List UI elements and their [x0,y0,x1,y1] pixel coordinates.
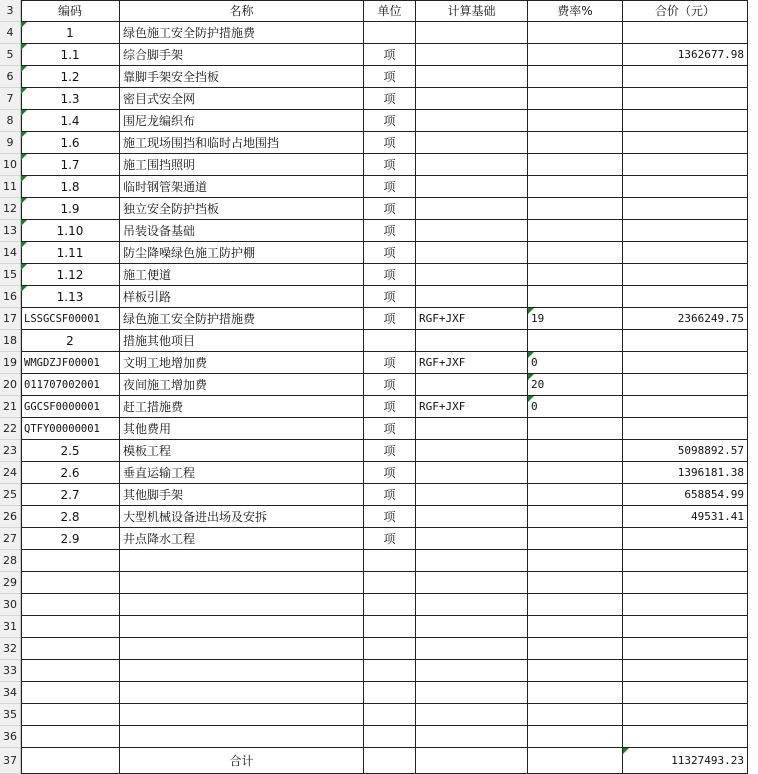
cell-basis[interactable] [416,440,528,462]
cell-empty[interactable] [21,682,120,704]
cell-rate[interactable]: 0 [528,352,623,374]
cell-basis[interactable] [416,462,528,484]
comment-indicator-icon [528,396,534,402]
row-header[interactable]: 33 [0,660,21,682]
cell-unit[interactable]: 项 [364,220,416,242]
comment-indicator-icon [21,264,27,270]
cell-rate[interactable]: 0 [528,396,623,418]
row-header[interactable]: 11 [0,176,21,198]
cell-total[interactable] [623,66,748,88]
column-header-name[interactable]: 名称 [120,0,364,22]
cell-empty[interactable] [120,572,364,594]
cell-empty[interactable] [623,638,748,660]
cell-unit[interactable]: 项 [364,88,416,110]
cell-empty[interactable] [416,660,528,682]
cell-empty[interactable] [21,748,120,774]
cell-name[interactable]: 模板工程 [120,440,364,462]
cell-unit[interactable]: 项 [364,286,416,308]
cell-empty[interactable] [528,594,623,616]
cell-code[interactable]: 1.10 [21,220,120,242]
row-header[interactable]: 36 [0,726,21,748]
cell-empty[interactable] [364,572,416,594]
cell-empty[interactable] [528,726,623,748]
cell-empty[interactable] [416,572,528,594]
row-header[interactable]: 14 [0,242,21,264]
row-header[interactable]: 32 [0,638,21,660]
cell-unit[interactable]: 项 [364,374,416,396]
cell-rate[interactable] [528,484,623,506]
cell-name[interactable]: 样板引路 [120,286,364,308]
row-header[interactable]: 5 [0,44,21,66]
cell-rate[interactable] [528,176,623,198]
cell-unit[interactable]: 项 [364,176,416,198]
cell-total[interactable] [623,352,748,374]
cell-code[interactable]: WMGDZJF00001 [21,352,120,374]
cell-rate[interactable] [528,132,623,154]
cell-name[interactable]: 赶工措施费 [120,396,364,418]
comment-indicator-icon [21,154,27,160]
cell-empty[interactable] [528,638,623,660]
column-header-unit[interactable]: 单位 [364,0,416,22]
cell-empty[interactable] [21,616,120,638]
row-header[interactable]: 21 [0,396,21,418]
cell-rate[interactable]: 20 [528,374,623,396]
cell-name[interactable]: 独立安全防护挡板 [120,198,364,220]
cell-rate[interactable] [528,528,623,550]
cell-empty[interactable] [120,594,364,616]
cell-name[interactable]: 大型机械设备进出场及安拆 [120,506,364,528]
row-header[interactable]: 12 [0,198,21,220]
cell-total[interactable] [623,286,748,308]
cell-empty[interactable] [120,660,364,682]
cell-empty[interactable] [364,550,416,572]
cell-total[interactable]: 1362677.98 [623,44,748,66]
row-header[interactable]: 22 [0,418,21,440]
cell-rate[interactable]: 19 [528,308,623,330]
cell-empty[interactable] [364,726,416,748]
cell-name[interactable]: 施工围挡照明 [120,154,364,176]
cell-total[interactable] [623,264,748,286]
cell-empty[interactable] [21,594,120,616]
cell-unit[interactable]: 项 [364,528,416,550]
cell-basis[interactable] [416,22,528,44]
cell-basis[interactable] [416,220,528,242]
cell-name[interactable]: 文明工地增加费 [120,352,364,374]
cell-basis[interactable] [416,506,528,528]
cell-rate[interactable] [528,154,623,176]
row-header[interactable]: 15 [0,264,21,286]
row-header[interactable]: 37 [0,748,21,774]
row-header[interactable]: 25 [0,484,21,506]
row-header[interactable]: 3 [0,0,21,22]
cell-code[interactable]: 2.9 [21,528,120,550]
cell-name[interactable]: 密目式安全网 [120,88,364,110]
cell-basis[interactable] [416,154,528,176]
cell-empty[interactable] [416,594,528,616]
comment-indicator-icon [21,198,27,204]
cell-empty[interactable] [364,616,416,638]
cell-code[interactable]: 1.11 [21,242,120,264]
cell-empty[interactable] [528,572,623,594]
cell-code[interactable]: 1.4 [21,110,120,132]
cell-empty[interactable] [120,638,364,660]
cell-name[interactable]: 夜间施工增加费 [120,374,364,396]
cell-code[interactable]: QTFY00000001 [21,418,120,440]
row-header[interactable]: 9 [0,132,21,154]
comment-indicator-icon [21,22,27,28]
cell-unit[interactable]: 项 [364,154,416,176]
cell-code[interactable]: 1.6 [21,132,120,154]
cell-unit[interactable]: 项 [364,44,416,66]
cell-basis[interactable]: RGF+JXF [416,352,528,374]
row-header[interactable]: 31 [0,616,21,638]
cell-empty[interactable] [528,682,623,704]
cell-code[interactable]: 2 [21,330,120,352]
row-header[interactable]: 7 [0,88,21,110]
cell-code[interactable]: 1.9 [21,198,120,220]
cell-empty[interactable] [416,616,528,638]
cell-total[interactable] [623,220,748,242]
comment-indicator-icon [21,88,27,94]
cell-rate[interactable] [528,242,623,264]
cell-basis[interactable] [416,264,528,286]
column-header-code[interactable]: 编码 [21,0,120,22]
row-header[interactable]: 8 [0,110,21,132]
cell-unit[interactable]: 项 [364,418,416,440]
cell-basis[interactable] [416,44,528,66]
cell-name[interactable]: 绿色施工安全防护措施费 [120,22,364,44]
cell-empty[interactable] [528,704,623,726]
cell-basis[interactable] [416,242,528,264]
row-header[interactable]: 20 [0,374,21,396]
comment-indicator-icon [21,242,27,248]
cell-name[interactable]: 围尼龙编织布 [120,110,364,132]
cell-basis[interactable] [416,66,528,88]
cell-unit[interactable]: 项 [364,110,416,132]
cell-empty[interactable] [364,660,416,682]
cell-total[interactable] [623,330,748,352]
cell-empty[interactable] [416,682,528,704]
cell-unit[interactable]: 项 [364,66,416,88]
cell-empty[interactable] [21,660,120,682]
row-header[interactable]: 10 [0,154,21,176]
cell-empty[interactable] [21,638,120,660]
cell-basis[interactable] [416,110,528,132]
cell-empty[interactable] [416,748,528,774]
cell-unit[interactable]: 项 [364,440,416,462]
cell-rate[interactable] [528,506,623,528]
cell-empty[interactable] [120,704,364,726]
column-header-basis[interactable]: 计算基础 [416,0,528,22]
cell-rate[interactable] [528,286,623,308]
cell-rate[interactable] [528,264,623,286]
cell-name[interactable]: 井点降水工程 [120,528,364,550]
cell-unit[interactable]: 项 [364,484,416,506]
row-header[interactable]: 27 [0,528,21,550]
comment-indicator-icon [21,132,27,138]
row-header[interactable]: 4 [0,22,21,44]
cell-empty[interactable] [416,704,528,726]
row-header[interactable]: 35 [0,704,21,726]
cell-unit[interactable] [364,330,416,352]
comment-indicator-icon [21,110,27,116]
cell-empty[interactable] [623,660,748,682]
cell-name[interactable]: 综合脚手架 [120,44,364,66]
cell-empty[interactable] [120,726,364,748]
row-header[interactable]: 6 [0,66,21,88]
cell-code[interactable]: 2.8 [21,506,120,528]
cell-basis[interactable] [416,330,528,352]
row-header[interactable]: 16 [0,286,21,308]
footer-total[interactable]: 11327493.23 [623,748,748,774]
footer-label[interactable]: 合计 [120,748,364,774]
cell-rate[interactable] [528,88,623,110]
cell-empty[interactable] [416,550,528,572]
row-header[interactable]: 23 [0,440,21,462]
cell-unit[interactable]: 项 [364,506,416,528]
cell-code[interactable]: 1.8 [21,176,120,198]
comment-indicator-icon [21,220,27,226]
cell-code[interactable]: 1.2 [21,66,120,88]
cell-empty[interactable] [120,616,364,638]
cell-total[interactable]: 5098892.57 [623,440,748,462]
cell-basis[interactable] [416,528,528,550]
cell-rate[interactable] [528,440,623,462]
comment-indicator-icon [528,374,534,380]
cell-name[interactable]: 施工现场围挡和临时占地围挡 [120,132,364,154]
cell-empty[interactable] [21,572,120,594]
cell-empty[interactable] [21,726,120,748]
cell-total[interactable] [623,154,748,176]
cell-basis[interactable] [416,286,528,308]
cell-empty[interactable] [528,748,623,774]
cell-total[interactable] [623,528,748,550]
cell-unit[interactable]: 项 [364,462,416,484]
comment-indicator-icon [623,748,629,754]
cell-basis[interactable] [416,484,528,506]
cell-code[interactable]: 1.13 [21,286,120,308]
cell-empty[interactable] [623,550,748,572]
cell-total[interactable] [623,132,748,154]
cell-total[interactable]: 2366249.75 [623,308,748,330]
cell-rate[interactable] [528,418,623,440]
cell-empty[interactable] [120,682,364,704]
cell-empty[interactable] [528,616,623,638]
cell-name[interactable]: 其他费用 [120,418,364,440]
cell-basis[interactable] [416,88,528,110]
cell-code[interactable]: 1.7 [21,154,120,176]
row-header[interactable]: 30 [0,594,21,616]
cell-code[interactable]: 1.1 [21,44,120,66]
cell-basis[interactable] [416,176,528,198]
cell-total[interactable] [623,88,748,110]
cell-total[interactable] [623,242,748,264]
cell-basis[interactable] [416,374,528,396]
cell-empty[interactable] [21,550,120,572]
cell-code[interactable]: 011707002001 [21,374,120,396]
row-header[interactable]: 19 [0,352,21,374]
cell-total[interactable] [623,374,748,396]
cell-rate[interactable] [528,22,623,44]
column-header-rate[interactable]: 费率% [528,0,623,22]
row-header[interactable]: 24 [0,462,21,484]
row-header[interactable]: 17 [0,308,21,330]
cell-code[interactable]: 2.7 [21,484,120,506]
row-header[interactable]: 34 [0,682,21,704]
cell-empty[interactable] [364,704,416,726]
cell-empty[interactable] [623,704,748,726]
cell-name[interactable]: 靠脚手架安全挡板 [120,66,364,88]
column-header-total[interactable]: 合价（元） [623,0,748,22]
cell-rate[interactable] [528,110,623,132]
cell-code[interactable]: 2.5 [21,440,120,462]
cell-unit[interactable]: 项 [364,308,416,330]
cell-unit[interactable] [364,22,416,44]
cell-code[interactable]: 1.3 [21,88,120,110]
cell-code[interactable]: 1 [21,22,120,44]
cell-basis[interactable]: RGF+JXF [416,396,528,418]
cell-empty[interactable] [21,704,120,726]
cell-rate[interactable] [528,330,623,352]
row-header[interactable]: 18 [0,330,21,352]
cell-name[interactable]: 防尘降噪绿色施工防护棚 [120,242,364,264]
cell-unit[interactable]: 项 [364,132,416,154]
cell-empty[interactable] [528,550,623,572]
cell-rate[interactable] [528,66,623,88]
cell-empty[interactable] [623,572,748,594]
row-header[interactable]: 28 [0,550,21,572]
cell-name[interactable]: 吊装设备基础 [120,220,364,242]
cell-name[interactable]: 施工便道 [120,264,364,286]
cell-total[interactable]: 49531.41 [623,506,748,528]
cell-empty[interactable] [364,748,416,774]
cell-empty[interactable] [416,726,528,748]
cell-name[interactable]: 措施其他项目 [120,330,364,352]
comment-indicator-icon [21,66,27,72]
cell-code[interactable]: LSSGCSF00001 [21,308,120,330]
cell-empty[interactable] [416,638,528,660]
cell-basis[interactable] [416,418,528,440]
cell-empty[interactable] [364,594,416,616]
cell-empty[interactable] [528,660,623,682]
cell-code[interactable]: 1.12 [21,264,120,286]
comment-indicator-icon [21,44,27,50]
cell-unit[interactable]: 项 [364,352,416,374]
cell-unit[interactable]: 项 [364,198,416,220]
row-header[interactable]: 26 [0,506,21,528]
cell-rate[interactable] [528,198,623,220]
cell-empty[interactable] [120,550,364,572]
cell-empty[interactable] [623,594,748,616]
cell-total[interactable]: 1396181.38 [623,462,748,484]
cell-basis[interactable]: RGF+JXF [416,308,528,330]
row-header[interactable]: 29 [0,572,21,594]
cell-name[interactable]: 绿色施工安全防护措施费 [120,308,364,330]
comment-indicator-icon [21,286,27,292]
cell-total[interactable] [623,198,748,220]
cell-rate[interactable] [528,44,623,66]
cell-name[interactable]: 临时钢管架通道 [120,176,364,198]
cell-rate[interactable] [528,462,623,484]
cell-code[interactable]: GGCSF0000001 [21,396,120,418]
cell-empty[interactable] [623,682,748,704]
cell-total[interactable] [623,110,748,132]
cell-unit[interactable]: 项 [364,264,416,286]
comment-indicator-icon [21,176,27,182]
cell-total[interactable] [623,22,748,44]
cell-total[interactable]: 658854.99 [623,484,748,506]
cell-empty[interactable] [364,638,416,660]
cell-code[interactable]: 2.6 [21,462,120,484]
cell-unit[interactable]: 项 [364,242,416,264]
comment-indicator-icon [528,308,534,314]
cell-empty[interactable] [623,616,748,638]
cell-empty[interactable] [623,726,748,748]
row-header[interactable]: 13 [0,220,21,242]
cell-unit[interactable]: 项 [364,396,416,418]
cell-basis[interactable] [416,198,528,220]
cell-name[interactable]: 垂直运输工程 [120,462,364,484]
cell-total[interactable] [623,176,748,198]
cell-basis[interactable] [416,132,528,154]
cell-empty[interactable] [364,682,416,704]
cell-total[interactable] [623,396,748,418]
comment-indicator-icon [528,352,534,358]
cell-rate[interactable] [528,220,623,242]
cell-total[interactable] [623,418,748,440]
cell-name[interactable]: 其他脚手架 [120,484,364,506]
